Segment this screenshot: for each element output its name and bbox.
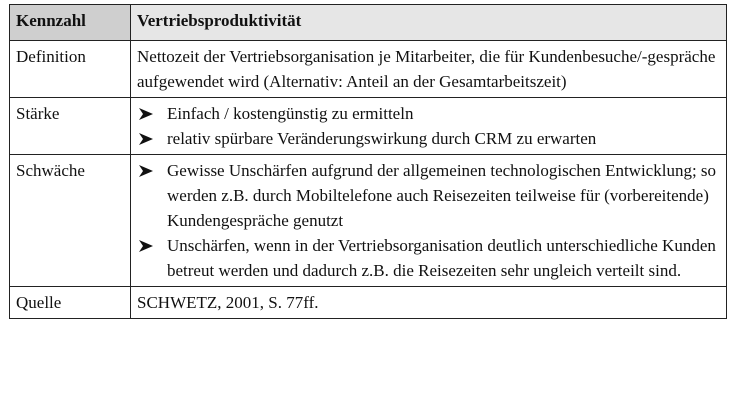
- strength-list: [137, 101, 720, 151]
- arrowhead-bullet-icon: [139, 165, 153, 177]
- source-row: [10, 287, 727, 319]
- list-item: [137, 158, 720, 233]
- weakness-label: Schwäche: [10, 155, 131, 287]
- list-item: [137, 101, 720, 126]
- source-label: Quelle: [10, 287, 131, 319]
- arrowhead-bullet-icon: [139, 108, 153, 120]
- definition-row: [10, 41, 727, 98]
- weakness-content: [131, 155, 727, 287]
- source-text: SCHWETZ, 2001, S. 77ff.: [131, 287, 727, 319]
- weakness-item-text: Gewisse Unschärfen aufgrund der allgemeinen technologischen Entwicklung; so werden z.B. durch Mobiltelefone auch Reisezeiten teilweise für (vorbereitende) Kundengespräche genutzt: [167, 161, 717, 230]
- strength-row: [10, 98, 727, 155]
- header-label-cell: Kennzahl: [10, 5, 131, 41]
- kpi-table: [9, 4, 727, 319]
- table-header-row: [10, 5, 727, 41]
- header-value-cell: Vertriebsproduktivität: [131, 5, 727, 41]
- arrowhead-bullet-icon: [139, 133, 153, 145]
- list-item: [137, 233, 720, 283]
- strength-content: [131, 98, 727, 155]
- weakness-item-text: Unschärfen, wenn in der Vertriebsorganisation deutlich unterschiedliche Kunden betreut werden und dadurch z.B. die Reisezeiten sehr ungleich verteilt sind.: [167, 236, 716, 280]
- strength-label: Stärke: [10, 98, 131, 155]
- definition-paragraph: Nettozeit der Vertriebsorganisation je Mitarbeiter, die für Kundenbesuche/-gespräche aufgewendet wird (Alternativ: Anteil an der Gesamtarbeitszeit): [137, 47, 716, 91]
- arrowhead-bullet-icon: [139, 240, 153, 252]
- definition-label: Definition: [10, 41, 131, 98]
- strength-item-text: relativ spürbare Veränderungswirkung durch CRM zu erwarten: [167, 129, 597, 148]
- weakness-list: [137, 158, 720, 283]
- definition-text: [131, 41, 727, 98]
- weakness-row: [10, 155, 727, 287]
- list-item: [137, 126, 720, 151]
- strength-item-text: Einfach / kostengünstig zu ermitteln: [167, 104, 414, 123]
